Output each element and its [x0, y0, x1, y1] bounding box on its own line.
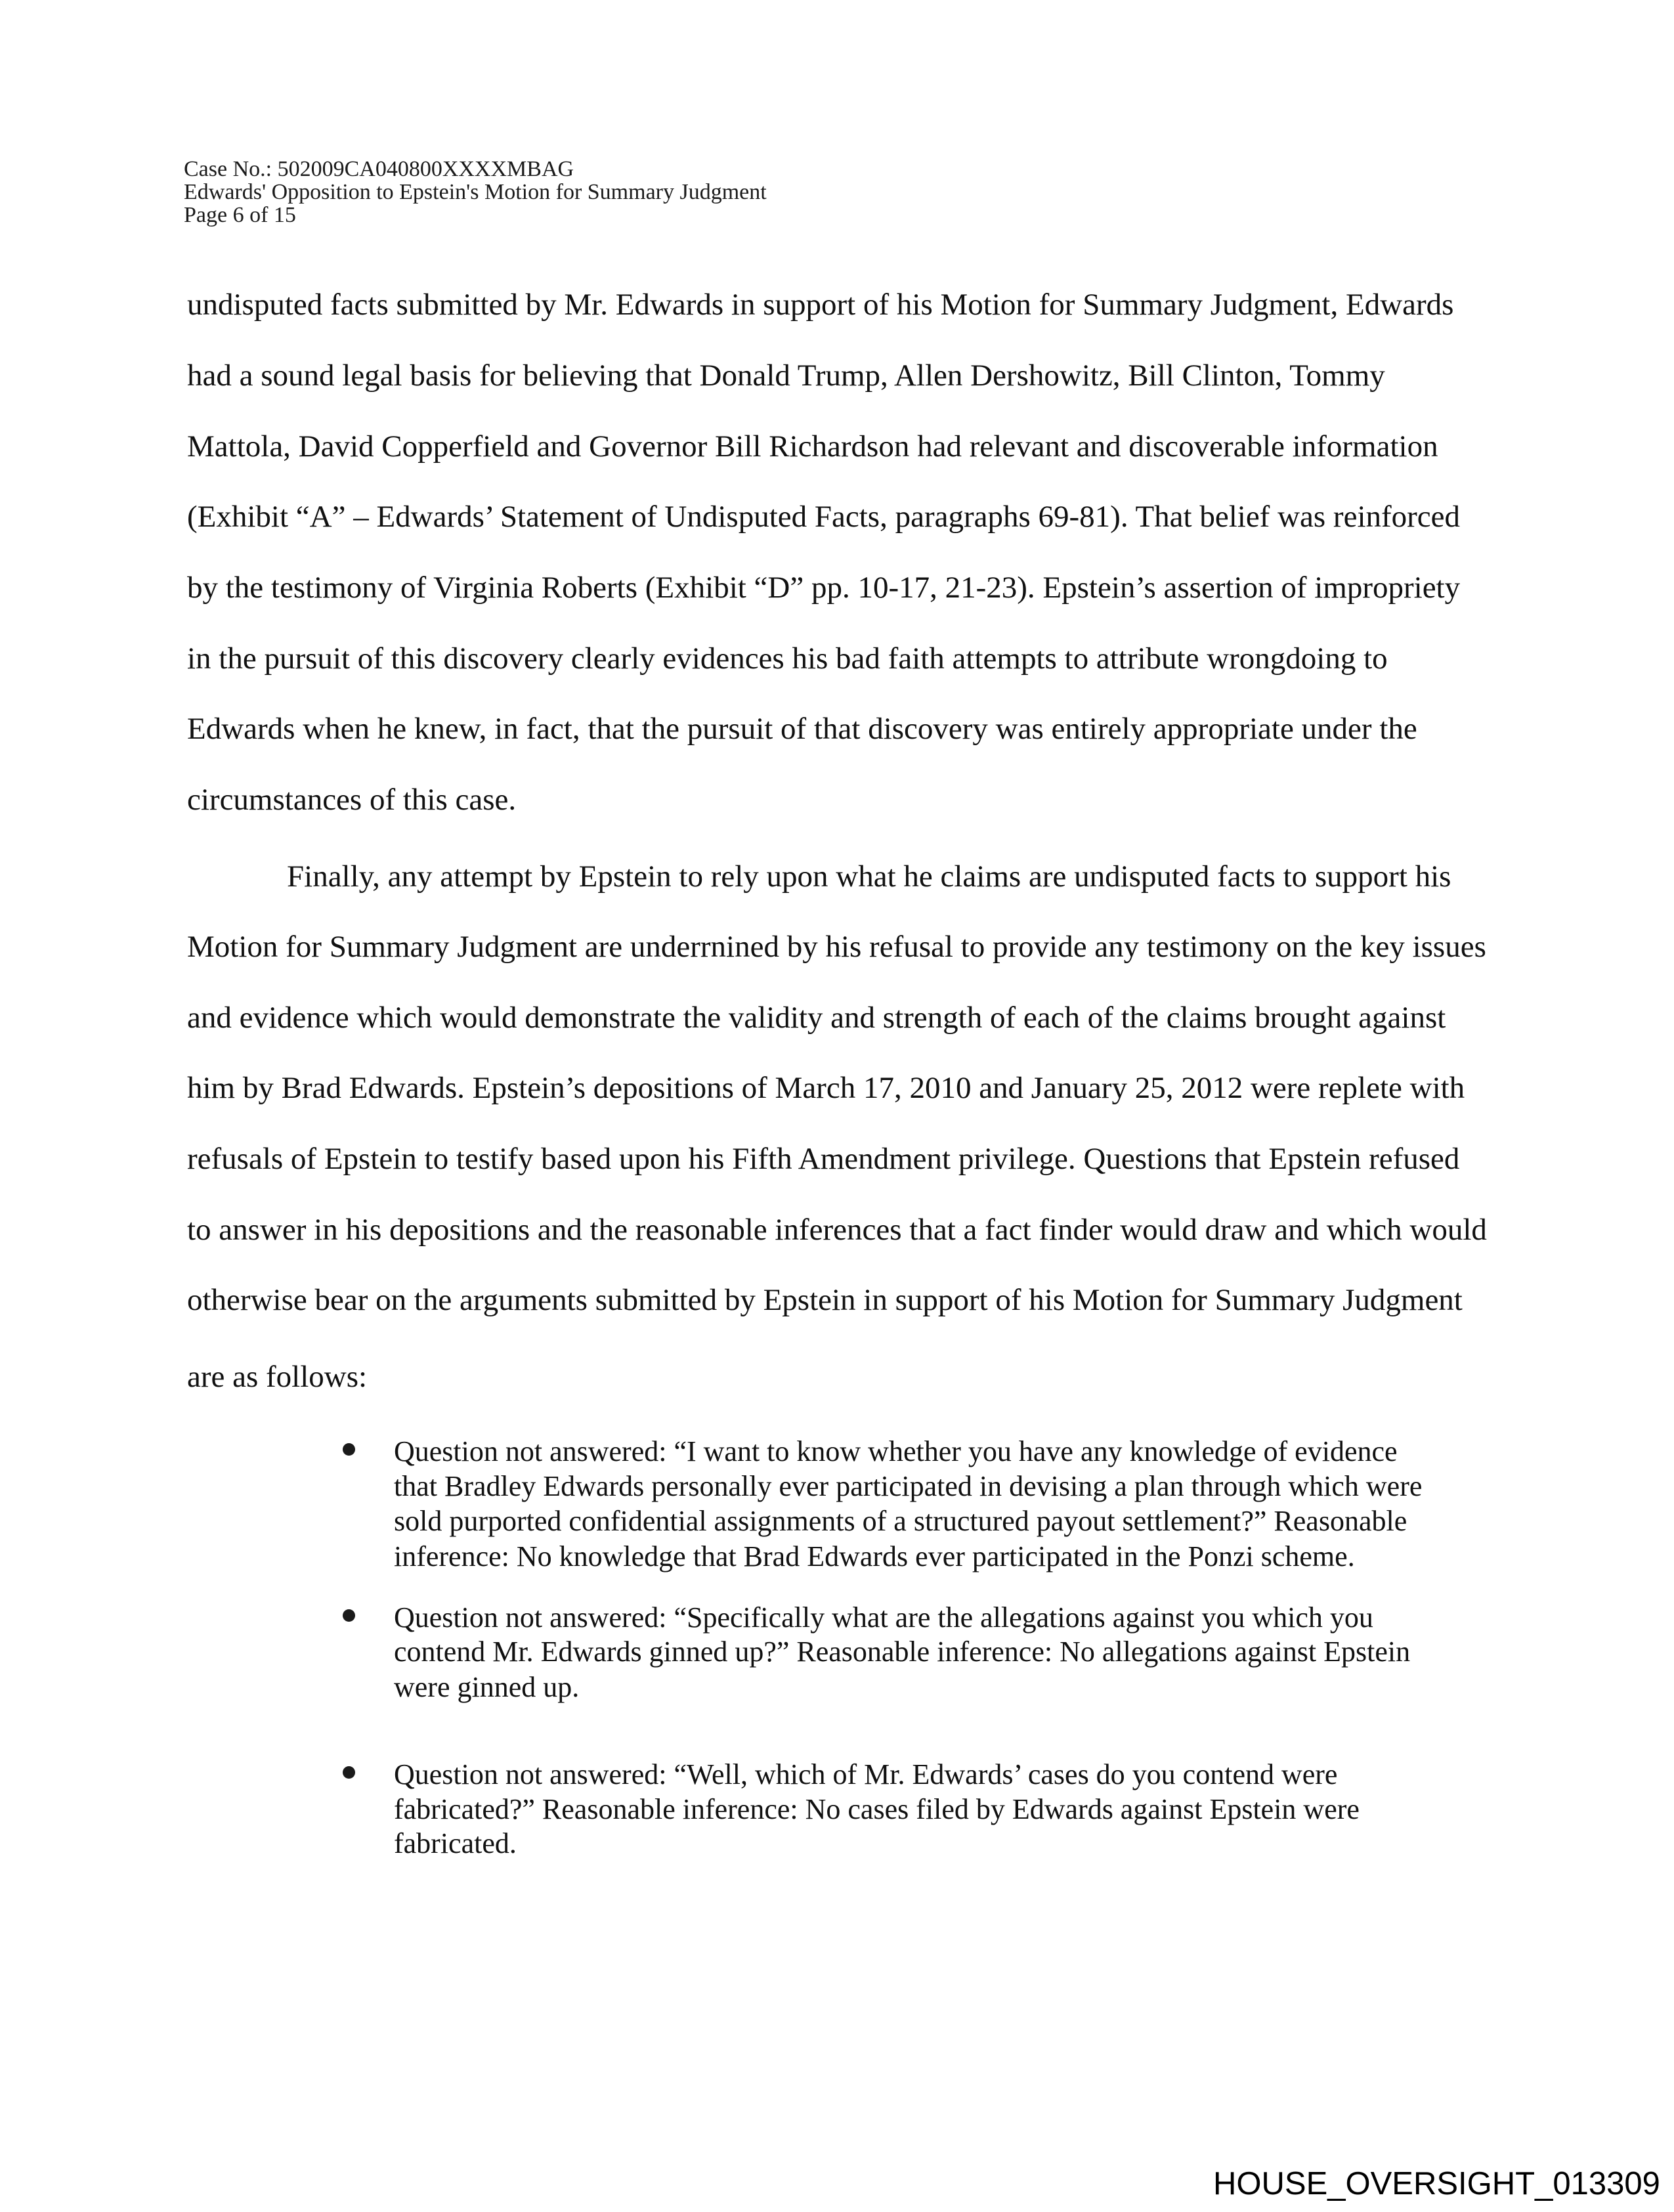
paragraph-line: Edwards when he knew, in fact, that the pursuit of that discovery was entirely appropriate under the	[187, 712, 1417, 746]
bullet-line: Question not answered: “Well, which of Mr. Edwards’ cases do you contend were	[394, 1758, 1338, 1790]
paragraph-line: Motion for Summary Judgment are underrnined by his refusal to provide any testimony on the key issues	[187, 930, 1486, 964]
bullet-line: Question not answered: “Specifically what are the allegations against you which you	[394, 1601, 1373, 1634]
paragraph-line: refusals of Epstein to testify based upon his Fifth Amendment privilege. Questions that Epstein refused	[187, 1142, 1460, 1176]
paragraph-line: circumstances of this case.	[187, 783, 517, 817]
page-number: Page 6 of 15	[184, 203, 296, 227]
paragraph-line: Finally, any attempt by Epstein to rely upon what he claims are undisputed facts to support his	[287, 859, 1451, 894]
paragraph-line: in the pursuit of this discovery clearly evidences his bad faith attempts to attribute wrongdoing to	[187, 641, 1388, 676]
bullet-line: sold purported confidential assignments of a structured payout settlement?” Reasonable	[394, 1505, 1407, 1537]
paragraph-line: are as follows:	[187, 1360, 368, 1394]
bullet-line: fabricated.	[394, 1827, 517, 1859]
paragraph-line: had a sound legal basis for believing that Donald Trump, Allen Dershowitz, Bill Clinton, Tommy	[187, 358, 1385, 393]
bullet-line: inference: No knowledge that Brad Edwards ever participated in the Ponzi scheme.	[394, 1540, 1355, 1572]
bullet-dot-icon	[343, 1609, 355, 1622]
paragraph-line: (Exhibit “A” – Edwards’ Statement of Undisputed Facts, paragraphs 69-81). That belief was reinforced	[187, 500, 1461, 534]
bullet-line: contend Mr. Edwards ginned up?” Reasonable inference: No allegations against Epstein	[394, 1636, 1411, 1668]
bates-stamp: HOUSE_OVERSIGHT_013309	[1213, 2166, 1660, 2201]
paragraph-line: otherwise bear on the arguments submitted by Epstein in support of his Motion for Summary Judgment	[187, 1283, 1463, 1317]
paragraph-line: Mattola, David Copperfield and Governor Bill Richardson had relevant and discoverable information	[187, 429, 1438, 464]
paragraph-line: to answer in his depositions and the reasonable inferences that a fact finder would draw and which would	[187, 1213, 1487, 1247]
bullet-line: fabricated?” Reasonable inference: No cases filed by Edwards against Epstein were	[394, 1793, 1360, 1825]
paragraph-line: by the testimony of Virginia Roberts (Exhibit “D” pp. 10-17, 21-23). Epstein’s assertion of impropriety	[187, 571, 1461, 605]
case-number: Case No.: 502009CA040800XXXXMBAG	[184, 157, 574, 181]
bullet-line: that Bradley Edwards personally ever participated in devising a plan through which were	[394, 1470, 1423, 1502]
bullet-dot-icon	[343, 1766, 355, 1779]
paragraph-line: undisputed facts submitted by Mr. Edwards in support of his Motion for Summary Judgment, Edwards	[187, 288, 1454, 322]
paragraph-line: him by Brad Edwards. Epstein’s depositions of March 17, 2010 and January 25, 2012 were replete with	[187, 1071, 1465, 1105]
document-title: Edwards' Opposition to Epstein's Motion for Summary Judgment	[184, 180, 767, 204]
paragraph-line: and evidence which would demonstrate the validity and strength of each of the claims brought against	[187, 1001, 1446, 1035]
bullet-line: Question not answered: “I want to know whether you have any knowledge of evidence	[394, 1435, 1398, 1467]
bullet-line: were ginned up.	[394, 1671, 580, 1703]
bullet-dot-icon	[343, 1443, 355, 1456]
